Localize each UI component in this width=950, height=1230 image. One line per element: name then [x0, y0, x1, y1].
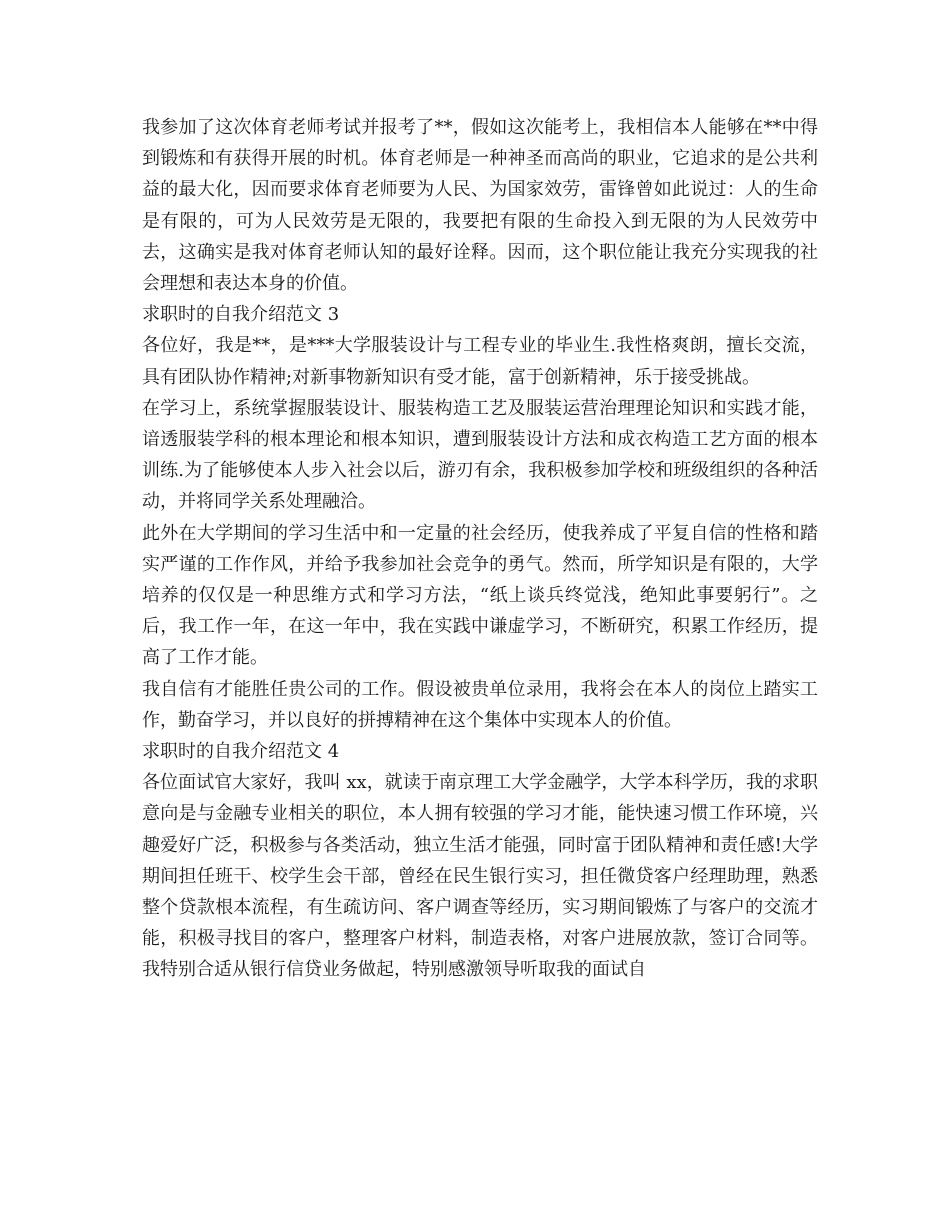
document-body: [142, 112, 818, 986]
section-heading-3: 求职时的自我介绍范文 3: [142, 304, 340, 326]
paragraph-intro: 我参加了这次体育老师考试并报考了**，假如这次能考上，我相信本人能够在**中得到锻炼和有获得开展的时机。体育老师是一种神圣而高尚的职业，它追求的是公共利益的最大化，因而要求体育老师要为人民、为国家效劳，雷锋曾如此说过：人的生命是有限的，可为人民效劳是无限的，我要把有限的生命投入到无限的为人民效劳中去，这确实是我对体育老师认知的最好诠释。因而，这个职位能让我充分实现我的社会理想和表达本身的价值。: [142, 117, 818, 295]
paragraph-greeting: 各位好，我是**，是***大学服装设计与工程专业的毕业生.我性格爽朗，擅长交流，具有团队协作精神;对新事物新知识有受才能，富于创新精神，乐于接受挑战。: [142, 335, 818, 388]
paragraph-experience: 此外在大学期间的学习生活中和一定量的社会经历，使我养成了平复自信的性格和踏实严谨的工作作风，并给予我参加社会竞争的勇气。然而，所学知识是有限的，大学培养的仅仅是一种思维方式和学习方法，“纸上谈兵终觉浅，绝知此事要躬行”。之后，我工作一年，在这一年中，我在实践中谦虚学习，不断研究，积累工作经历，提高了工作才能。: [142, 522, 818, 669]
paragraph-interview: 各位面试官大家好，我叫 xx，就读于南京理工大学金融学，大学本科学历，我的求职意向是与金融专业相关的职位，本人拥有较强的学习才能，能快速习惯工作环境，兴趣爱好广泛，积极参与各类活动，独立生活才能强，同时富于团队精神和责任感!大学期间担任班干、校学生会干部，曾经在民生银行实习，担任微贷客户经理助理，熟悉整个贷款根本流程，有生疏访问、客户调查等经历，实习期间锻炼了与客户的交流才能，积极寻找目的客户，整理客户材料，制造表格，对客户进展放款，签订合同等。我特别合适从银行信贷业务做起，特别感激领导听取我的面试自: [142, 772, 818, 981]
section-heading-4: 求职时的自我介绍范文 4: [142, 741, 340, 763]
paragraph-study: 在学习上，系统掌握服装设计、服装构造工艺及服装运营治理理论知识和实践才能，谙透服装学科的根本理论和根本知识，遭到服装设计方法和成衣构造工艺方面的根本训练.为了能够使本人步入社会以后，游刃有余，我积极参加学校和班级组织的各种活动，并将同学关系处理融洽。: [142, 397, 818, 513]
paragraph-confidence: 我自信有才能胜任贵公司的工作。假设被贵单位录用，我将会在本人的岗位上踏实工作，勤奋学习，并以良好的拼搏精神在这个集体中实现本人的价值。: [142, 678, 818, 731]
